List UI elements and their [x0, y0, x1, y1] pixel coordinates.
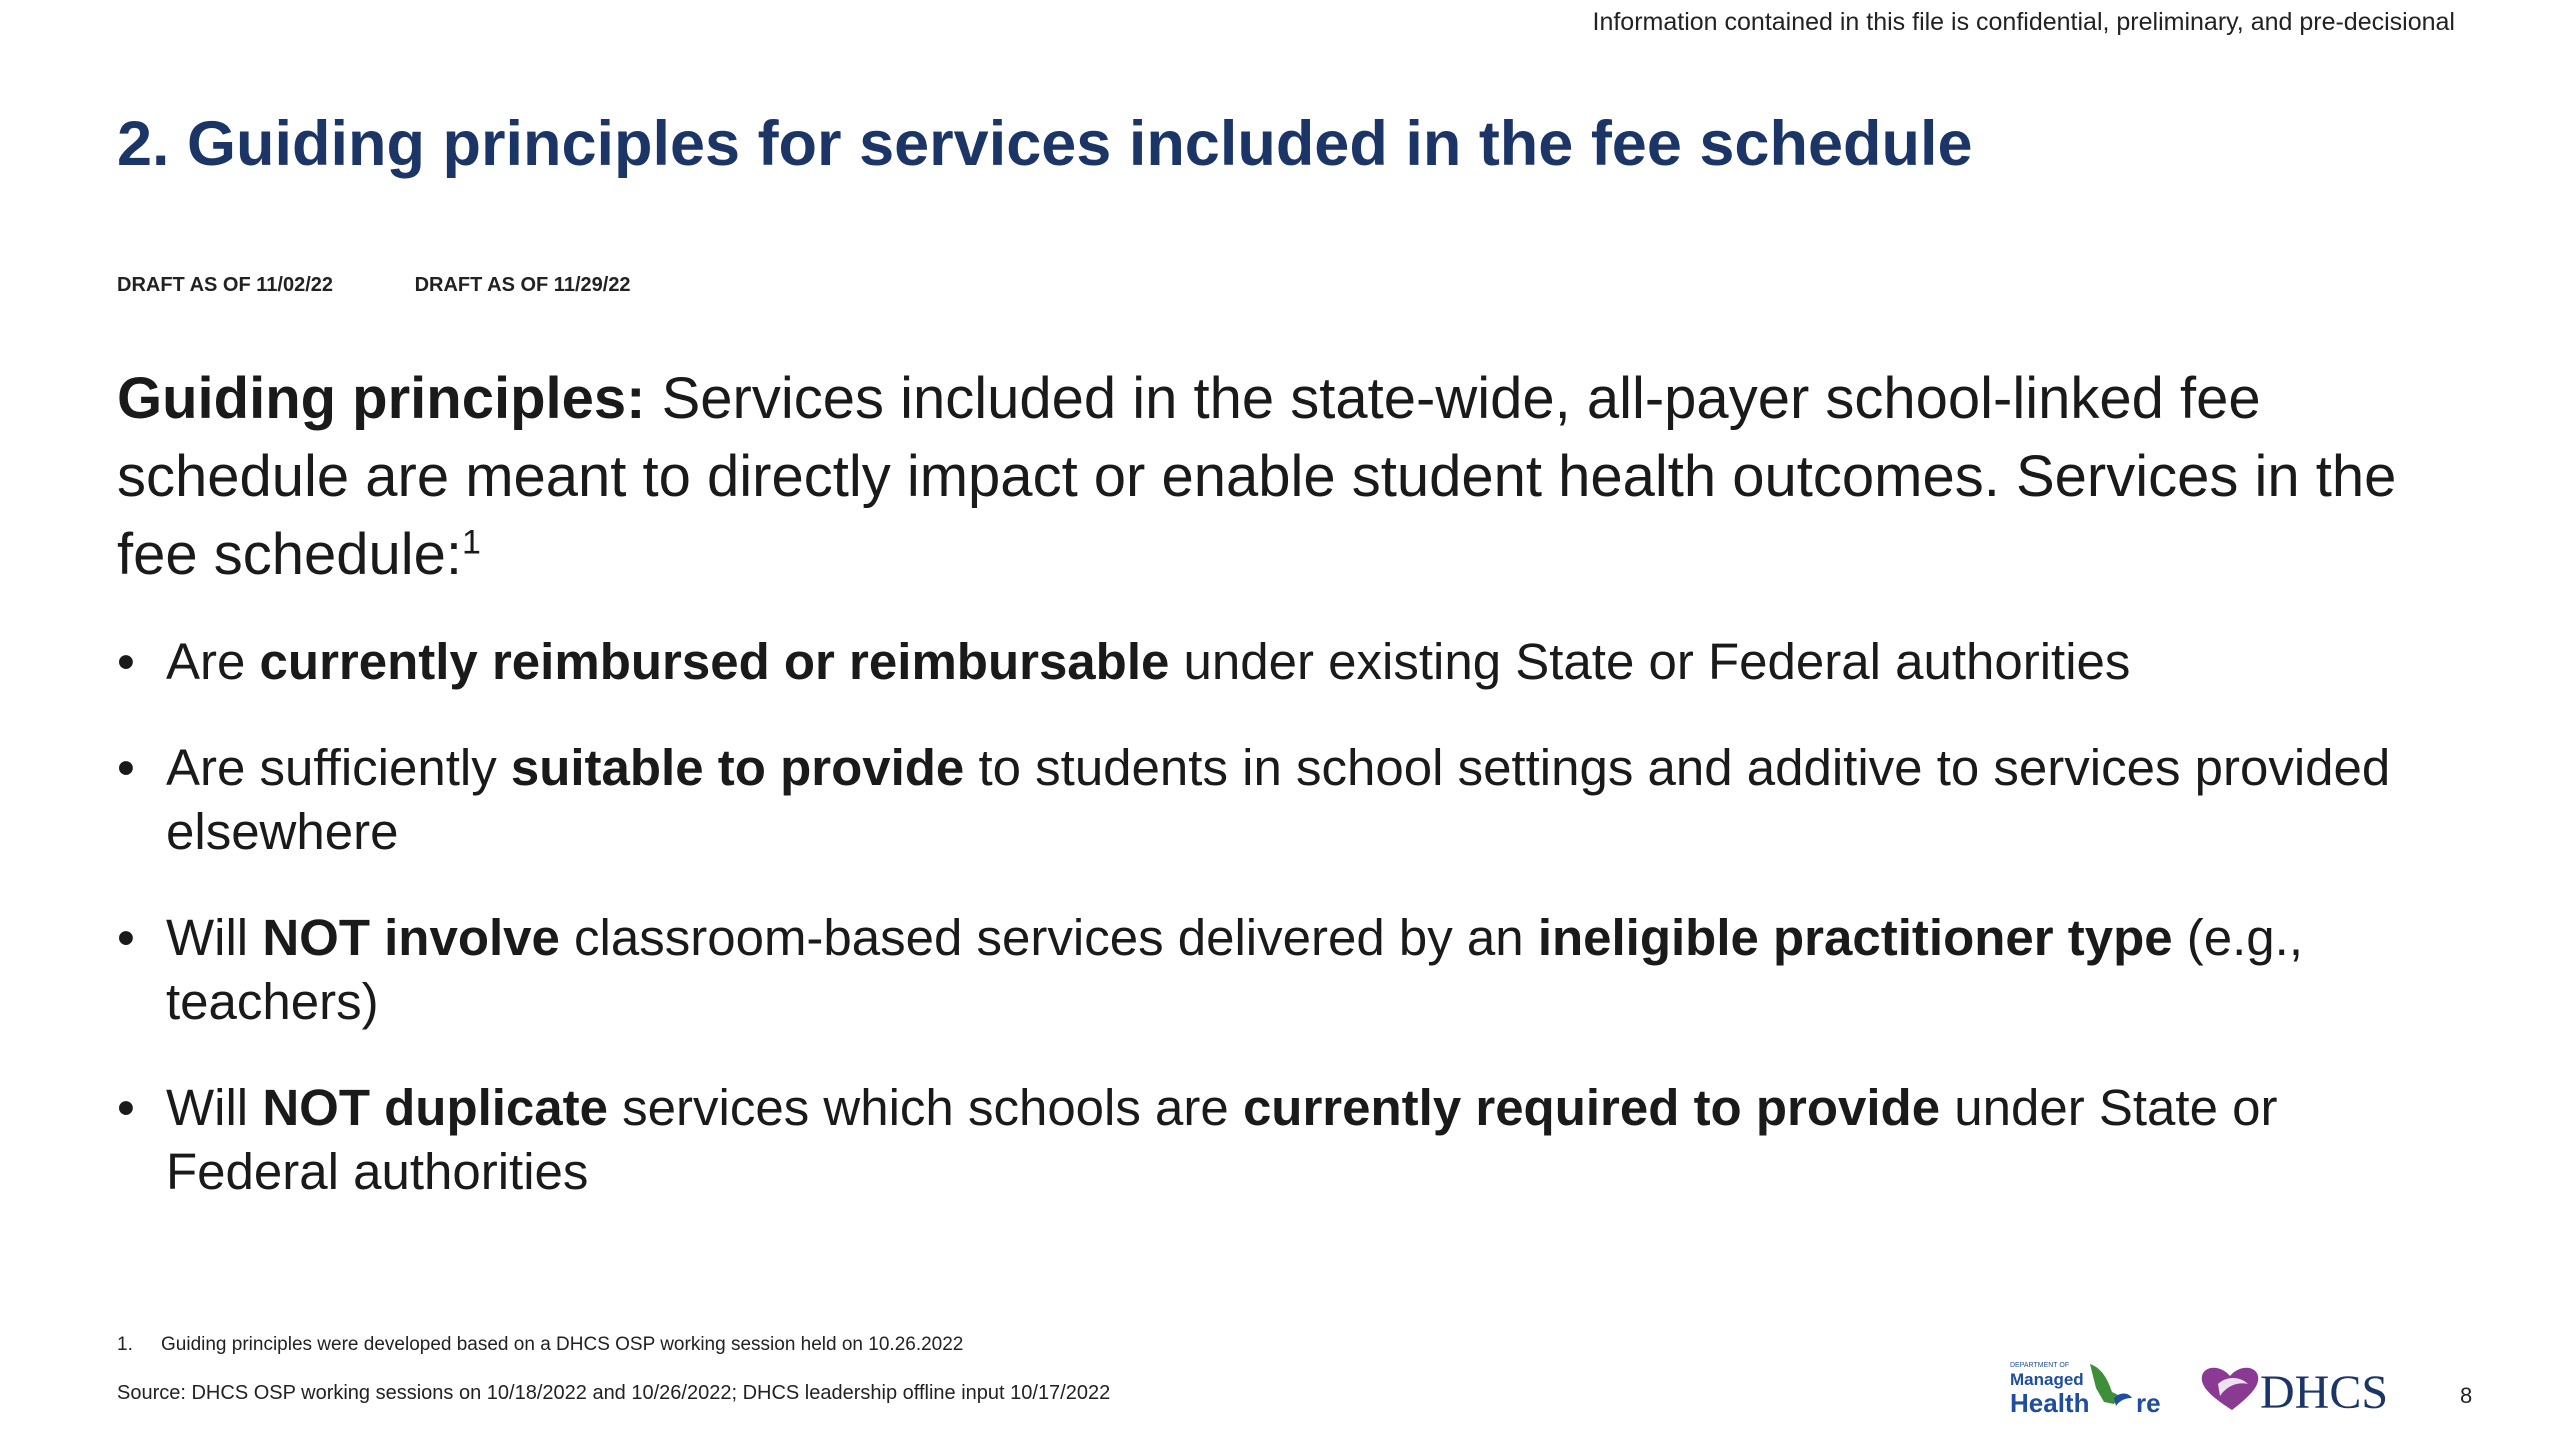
- draft-date-2: DRAFT AS OF 11/29/22: [414, 274, 631, 296]
- dmhc-logo-line2a: Health: [2010, 1388, 2090, 1418]
- principle-emphasis: suitable to provide: [510, 739, 965, 796]
- principle-item: [117, 906, 2417, 1034]
- footnote-number: 1.: [117, 1334, 133, 1355]
- bullet-marker: •: [117, 909, 135, 966]
- source-note: Source: DHCS OSP working sessions on 10/18/2022 and 10/26/2022; DHCS leadership offline input 10/17/2022: [117, 1382, 1111, 1404]
- principle-emphasis: currently reimbursed or reimbursable: [259, 633, 1170, 690]
- principle-emphasis: NOT involve: [262, 909, 560, 966]
- principle-emphasis: ineligible practitioner type: [1537, 909, 2173, 966]
- intro-lead: Guiding principles:: [117, 366, 646, 431]
- draft-date-1: DRAFT AS OF 11/02/22: [117, 274, 333, 296]
- bullet-marker: •: [117, 739, 135, 796]
- intro-text: Services included in the state-wide, all-payer school-linked fee schedule are meant to directly impact or enable student health outcomes. Services in the fee schedule:: [117, 366, 2397, 587]
- dmhc-logo-line1: Managed: [2010, 1370, 2084, 1389]
- dhcs-heart-icon: [2202, 1368, 2259, 1410]
- confidential-notice: Information contained in this file is confidential, preliminary, and pre-decisional: [1592, 8, 2455, 36]
- principle-text: Will: [166, 909, 263, 966]
- principle-text: to students in school settings and additive to services provided elsewhere: [166, 739, 2391, 860]
- dmhc-logo: [2008, 1358, 2178, 1420]
- principle-text: under existing State or Federal authorities: [1169, 633, 2131, 690]
- bullet-marker: •: [117, 633, 135, 690]
- principle-text: classroom-based services delivered by an: [559, 909, 1538, 966]
- bullet-marker: •: [117, 1079, 135, 1136]
- principle-emphasis: NOT duplicate: [262, 1079, 609, 1136]
- footnote: [117, 1334, 963, 1356]
- principle-text: (e.g., teachers): [166, 909, 2304, 1030]
- dhcs-logo: [2196, 1362, 2418, 1418]
- principle-text: Are: [166, 633, 260, 690]
- footnote-ref: 1: [462, 523, 481, 562]
- page-title: 2. Guiding principles for services included in the fee schedule: [117, 109, 1973, 179]
- principles-list: [117, 630, 2417, 1204]
- principle-text: Are sufficiently: [166, 739, 511, 796]
- principle-item: [117, 630, 2417, 694]
- principle-item: [117, 1076, 2417, 1204]
- principle-emphasis: currently required to provide: [1242, 1079, 1941, 1136]
- dmhc-logo-top: DEPARTMENT OF: [2010, 1362, 2070, 1369]
- footnote-text: Guiding principles were developed based on a DHCS OSP working session held on 10.26.2022: [161, 1334, 964, 1355]
- page-number: 8: [2460, 1383, 2473, 1408]
- principle-text: services which schools are: [608, 1079, 1243, 1136]
- draft-dates: [117, 274, 631, 297]
- dmhc-logo-line2b: re: [2136, 1388, 2161, 1418]
- principle-text: Will: [166, 1079, 263, 1136]
- principle-text: under State or Federal authorities: [166, 1079, 2278, 1200]
- guiding-principles-intro: [117, 360, 2417, 594]
- dhcs-logo-text: DHCS: [2260, 1366, 2389, 1418]
- principle-item: [117, 736, 2417, 864]
